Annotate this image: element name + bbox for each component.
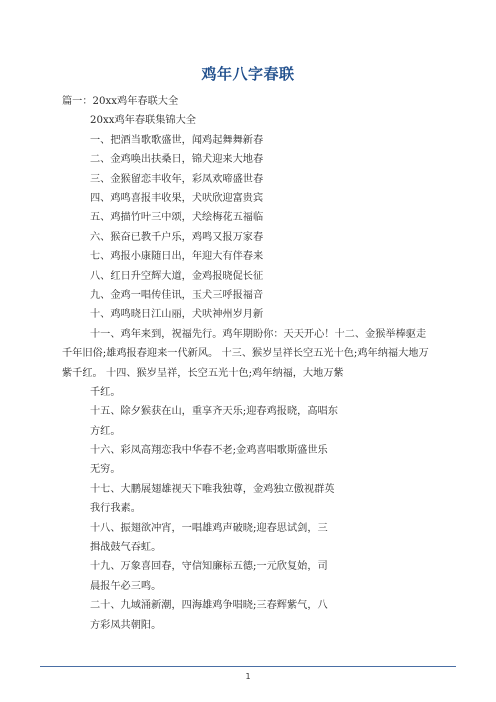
text-line: 我行我素。 [90,503,141,515]
paragraph-indent [62,329,90,340]
text-line: 20xx鸡年春联集锦大全 [90,115,196,127]
text-line: 十七、大鹏展翅雄视天下唯我独尊，金鸡独立傲视群英 [90,483,335,495]
page-number: 1 [245,672,251,681]
text-line: 十、鸡鸣晓日江山丽，犬吠神州岁月新 [90,309,264,321]
text-line: 十五、除夕猴获在山，重享齐天乐;迎春鸡报晓，高唱东 [90,406,338,418]
text-line: 三、金猴留恋丰收年，彩凤欢啼盛世春 [90,173,264,185]
text-line: 揖战鼓气吞虹。 [90,542,162,554]
text-line: 十九、万象喜回春，守信知廉标五德;一元欣复始，司 [90,561,328,573]
footer-divider [40,666,456,667]
text-line: 方彩凤共朝阳。 [90,619,162,631]
text-line: 一、把酒当歌歌盛世，闻鸡起舞舞新春 [90,134,264,146]
text-line: 八、红日升空辉大道，金鸡报晓促长征 [90,270,264,282]
text-line: 十六、彩凤高翔恋我中华春不老;金鸡喜唱歌斯盛世乐 [90,445,328,457]
text-line: 无穷。 [90,464,121,476]
couplet-list-continued [62,383,436,635]
text-line: 九、金鸡一唱传佳讯，玉犬三呼报福音 [90,289,264,301]
body-paragraph [62,325,436,383]
document-title: 鸡年八字春联 [201,65,295,83]
paragraph-text: 十一、鸡年来到，祝福先行。鸡年期盼你：天天开心！十二、金猴举棒驱走千年旧俗;雄鸡报春迎来一代新风。 十三、猴岁呈祥长空五光十色;鸡年纳福大地万紫千红。 十四、猴岁呈祥，长空五光十色;鸡年纳福，大地万紫 [62,328,429,379]
text-line: 晨报午必三鸣。 [90,580,162,592]
couplet-list [62,92,436,325]
text-line: 方红。 [90,425,121,437]
text-line: 六、猴奋已教千户乐，鸡鸣又报万家春 [90,231,264,243]
document-body [62,92,436,635]
text-line: 千红。 [90,386,121,398]
text-line: 七、鸡报小康随日出，年迎大有伴春来 [90,251,264,263]
text-line: 十八、振翅欲冲宵，一唱雄鸡声破晓;迎春思试剑，三 [90,522,328,534]
text-line: 四、鸡鸣喜报丰收果，犬吠欣迎富贵宾 [90,192,264,204]
text-line: 二十、九域涌新潮，四海雄鸡争唱晓;三春辉紫气，八 [90,600,328,612]
text-line: 篇一：20xx鸡年春联大全 [62,96,179,107]
text-line: 五、鸡描竹叶三中颂，犬绘梅花五福临 [90,212,264,224]
text-line: 二、金鸡唤出扶桑日，锦犬迎来大地春 [90,154,264,166]
